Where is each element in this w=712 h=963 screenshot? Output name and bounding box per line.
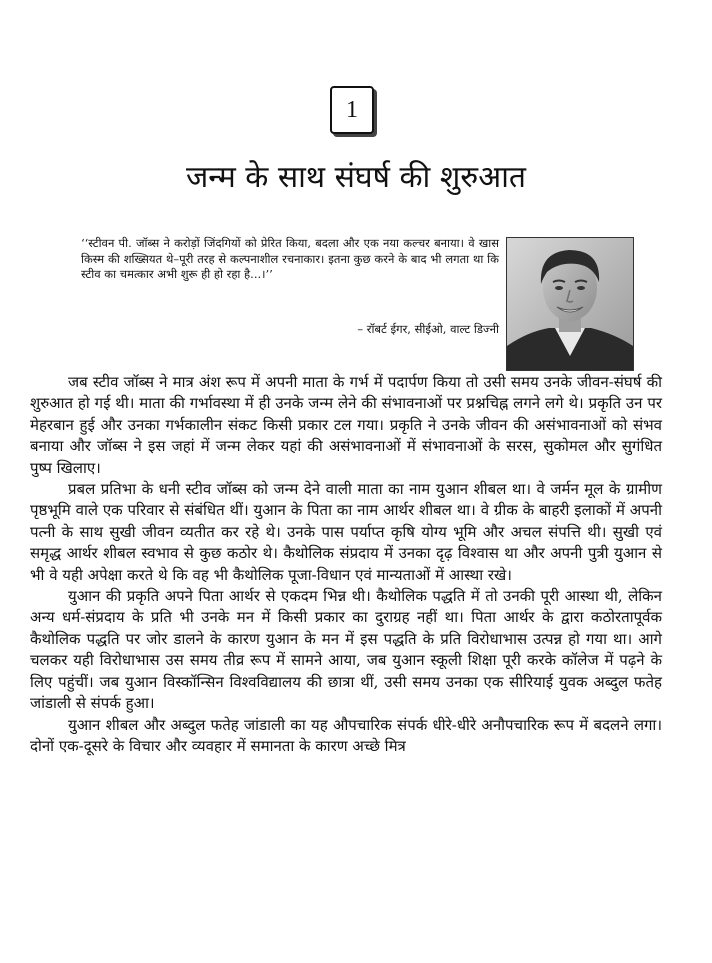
- paragraph: युआन शीबल और अब्दुल फतेह जांडाली का यह औपचारिक संपर्क धीरे-धीरे अनौपचारिक रूप में बदलने लगा। दोनों एक-दूसरे के विचार और व्यवहार में समानता के कारण अच्छे मित्र: [30, 715, 662, 755]
- paragraph: युआन की प्रकृति अपने पिता आर्थर से एकदम भिन्न थी। कैथोलिक पद्धति में तो उनकी पूरी आस्था थी, लेकिन अन्य धर्म-संप्रदाय के प्रति भी उनके मन में किसी प्रकार का दुराग्रह नहीं था। पिता आर्थर के द्वारा कठोरतापूर्वक कैथोलिक पद्धति पर जोर डालने के कारण युआन के मन में इस पद्धति के प्रति विरोधाभास उत्पन्न हो गया था। आगे चलकर यही विरोधाभास उस समय तीव्र रूप में सामने आया, जब युआन स्कूली शिक्षा पूरी करके कॉलेज में पढ़ने के लिए पहुंचीं। जब युआन विस्कॉन्सिन विश्वविद्यालय की छात्रा थीं, उसी समय उनका एक सीरियाई युवक अब्दुल फतेह जांडाली से संपर्क हुआ।: [30, 587, 662, 713]
- chapter-number: 1: [346, 96, 358, 123]
- paragraph: जब स्टीव जॉब्स ने मात्र अंश रूप में अपनी माता के गर्भ में पदार्पण किया तो उसी समय उनके जीवन-संघर्ष की शुरुआत हो गई थी। माता की गर्भावस्था में ही उनके जन्म लेने की संभावनाओं पर प्रश्नचिह्न लगने लगे थे। प्रकृति उन पर मेहरबान हुई और उनका गर्भकालीन संकट किसी प्रकार टल गया। प्रकृति ने उनके जीवन की असंभावनाओं को संभव बनाया और जॉब्स ने इस जहां में जन्म लेकर यहां की असंभावनाओं में संभावनाओं के सरस, सुकोमल और सुगंधित पुष्प खिलाए।: [30, 373, 662, 477]
- chapter-number-box: [330, 86, 374, 134]
- body-text: [30, 372, 662, 757]
- epigraph-quote: ‘‘स्टीवन पी. जॉब्स ने करोड़ों जिंदगियों को प्रेरित किया, बदला और एक नया कल्चर बनाया। वे खास किस्म की शख्सियत थे–पूरी तरह से कल्पनाशील रचनाकार। इतना कुछ करने के बाद भी लगता था कि स्टीव का चमत्कार अभी शुरू ही हो रहा है...।’’: [81, 236, 499, 281]
- portrait-photo: [506, 237, 634, 371]
- chapter-title: जन्म के साथ संघर्ष की शुरुआत: [186, 160, 526, 195]
- epigraph-attribution: – रॉबर्ट ईगर, सीईओ, वाल्ट डिज्नी: [357, 322, 499, 336]
- paragraph: प्रबल प्रतिभा के धनी स्टीव जॉब्स को जन्म देने वाली माता का नाम युआन शीबल था। वे जर्मन मूल के ग्रामीण पृष्ठभूमि वाले एक परिवार से संबंधित थीं। युआन के पिता का नाम आर्थर शीबल था। वे ग्रीक के बाहरी इलाकों में अपनी पत्नी के साथ सुखी जीवन व्यतीत कर रहे थे। उनके पास पर्याप्त कृषि योग्य भूमि और अचल संपत्ति थी। सुखी एवं समृद्ध आर्थर शीबल स्वभाव से कुछ कठोर थे। कैथोलिक संप्रदाय में उनका दृढ़ विश्वास था और अपनी पुत्री युआन से भी वे यही अपेक्षा करते थे कि वह भी कैथोलिक पूजा-विधान एवं मान्यताओं में आस्था रखे।: [30, 480, 662, 584]
- portrait-photo-icon: [507, 238, 633, 370]
